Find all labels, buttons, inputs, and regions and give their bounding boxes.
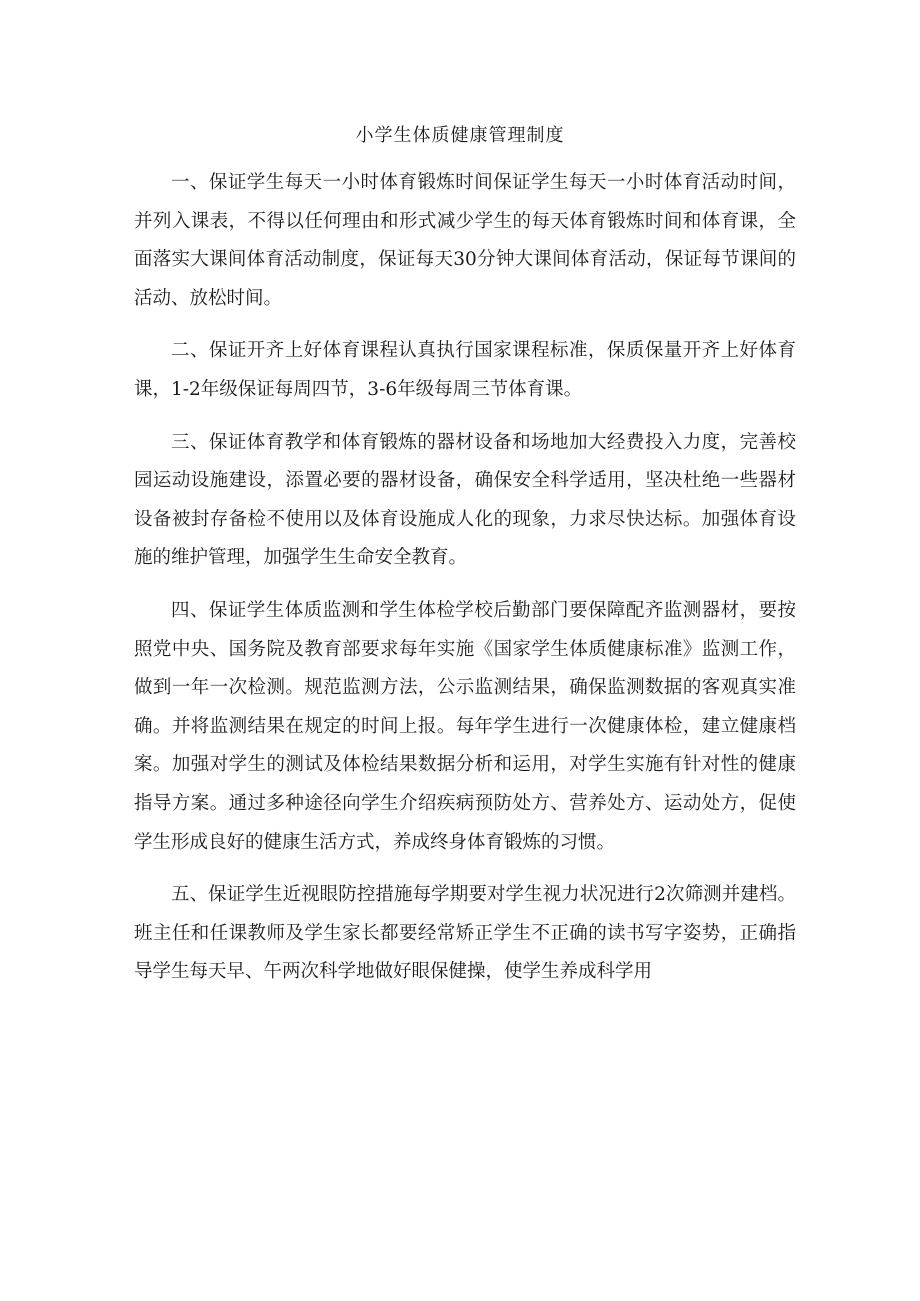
paragraph-1: 一、保证学生每天一小时体育锻炼时间保证学生每天一小时体育活动时间，并列入课表，不得以任何理由和形式减少学生的每天体育锻炼时间和体育课，全面落实大课间体育活动制度，保证每天30分钟大课间体育活动，保证每节课间的活动、放松时间。: [134, 172, 796, 309]
document-body: [134, 164, 796, 1006]
paragraph-4: 四、保证学生体质监测和学生体检学校后勤部门要保障配齐监测器材，要按照党中央、国务院及教育部要求每年实施《国家学生体质健康标准》监测工作，做到一年一次检测。规范监测方法，公示监测结果，确保监测数据的客观真实准确。并将监测结果在规定的时间上报。每年学生进行一次健康体检，建立健康档案。加强对学生的测试及体检结果数据分析和运用，对学生实施有针对性的健康指导方案。通过多种途径向学生介绍疾病预防处方、营养处方、运动处方，促使学生形成良好的健康生活方式，养成终身体育锻炼的习惯。: [134, 599, 796, 853]
paragraph-2: 二、保证开齐上好体育课程认真执行国家课程标准，保质保量开齐上好体育课，1-2年级保证每周四节，3-6年级每周三节体育课。: [134, 340, 796, 400]
paragraph-5: 五、保证学生近视眼防控措施每学期要对学生视力状况进行2次筛测并建档。班主任和任课教师及学生家长都要经常矫正学生不正确的读书写字姿势，正确指导学生每天早、午两次科学地做好眼保健操，使学生养成科学用: [134, 884, 796, 983]
document-title: 小学生体质健康管理制度: [355, 125, 565, 146]
paragraph-3: 三、保证体育教学和体育锻炼的器材设备和场地加大经费投入力度，完善校园运动设施建设，添置必要的器材设备，确保安全科学适用，坚决杜绝一些器材设备被封存备检不使用以及体育设施成人化的现象，力求尽快达标。加强体育设施的维护管理，加强学生生命安全教育。: [134, 431, 796, 569]
